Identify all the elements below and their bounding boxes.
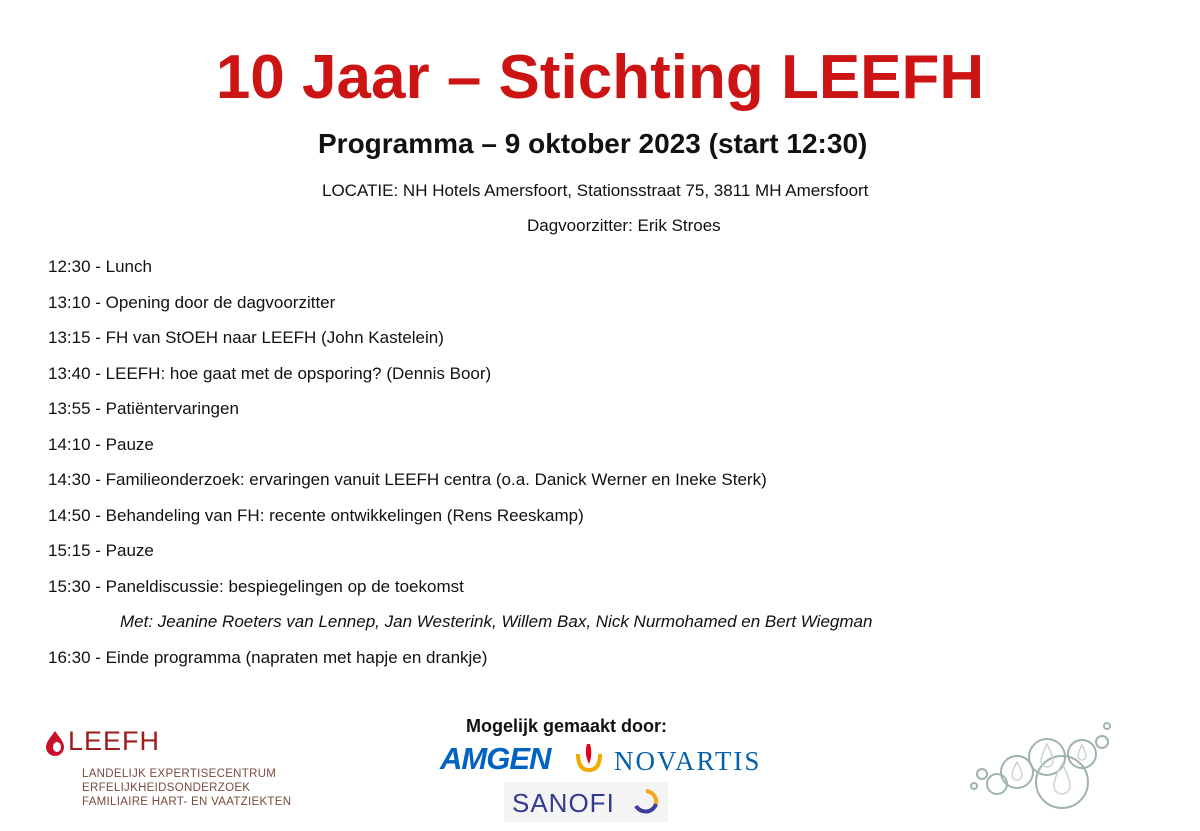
schedule-item: 13:10 - Opening door de dagvoorzitter	[48, 292, 336, 312]
sanofi-swoosh-icon	[632, 788, 660, 816]
schedule-item: 13:40 - LEEFH: hoe gaat met de opsporing? (Dennis Boor)	[48, 363, 492, 383]
schedule-item: 14:30 - Familieonderzoek: ervaringen vanuit LEEFH centra (o.a. Danick Werner en Ineke Sterk)	[48, 470, 767, 489]
location-text: LOCATIE: NH Hotels Amersfoort, Stationsstraat 75, 3811 MH Amersfoort	[322, 181, 869, 200]
leefh-tagline-line: FAMILIAIRE HART- EN VAATZIEKTEN	[82, 796, 292, 808]
schedule-item: 16:30 - Einde programma (napraten met hapje en drankje)	[48, 647, 488, 667]
sanofi-wordmark: SANOFI	[512, 788, 615, 818]
chair-text: Dagvoorzitter: Erik Stroes	[527, 216, 721, 235]
program-subtitle: Programma – 9 oktober 2023 (start 12:30)	[318, 128, 868, 159]
novartis-flame-icon	[572, 740, 606, 774]
amgen-logo: AMGEN	[440, 741, 551, 776]
schedule-item: 15:15 - Pauze	[48, 541, 154, 560]
blood-drop-icon	[44, 730, 66, 756]
schedule-list	[48, 256, 872, 682]
schedule-item: 13:15 - FH van StOEH naar LEEFH (John Kastelein)	[48, 328, 444, 347]
leefh-tagline-line: ERFELIJKHEIDSONDERZOEK	[82, 782, 251, 794]
schedule-item: 15:30 - Paneldiscussie: bespiegelingen op de toekomst	[48, 576, 464, 596]
schedule-item: 12:30 - Lunch	[48, 257, 152, 276]
schedule-item: 14:10 - Pauze	[48, 434, 154, 454]
leefh-tagline-line: LANDELIJK EXPERTISECENTRUM	[82, 768, 277, 780]
sanofi-logo	[504, 782, 668, 822]
panel-members: Met: Jeanine Roeters van Lennep, Jan Westerink, Willem Bax, Nick Nurmohamed en Bert Wiegman	[120, 612, 873, 631]
leefh-tagline	[82, 767, 291, 809]
leefh-name: LEEFH	[68, 726, 161, 756]
water-drops-icon	[962, 712, 1122, 812]
novartis-logo: NOVARTIS	[614, 746, 762, 776]
schedule-item: 14:50 - Behandeling van FH: recente ontwikkelingen (Rens Reeskamp)	[48, 505, 584, 525]
main-title: 10 Jaar – Stichting LEEFH	[215, 43, 985, 112]
schedule-item: 13:55 - Patiëntervaringen	[48, 399, 239, 418]
sponsor-label: Mogelijk gemaakt door:	[466, 716, 668, 736]
